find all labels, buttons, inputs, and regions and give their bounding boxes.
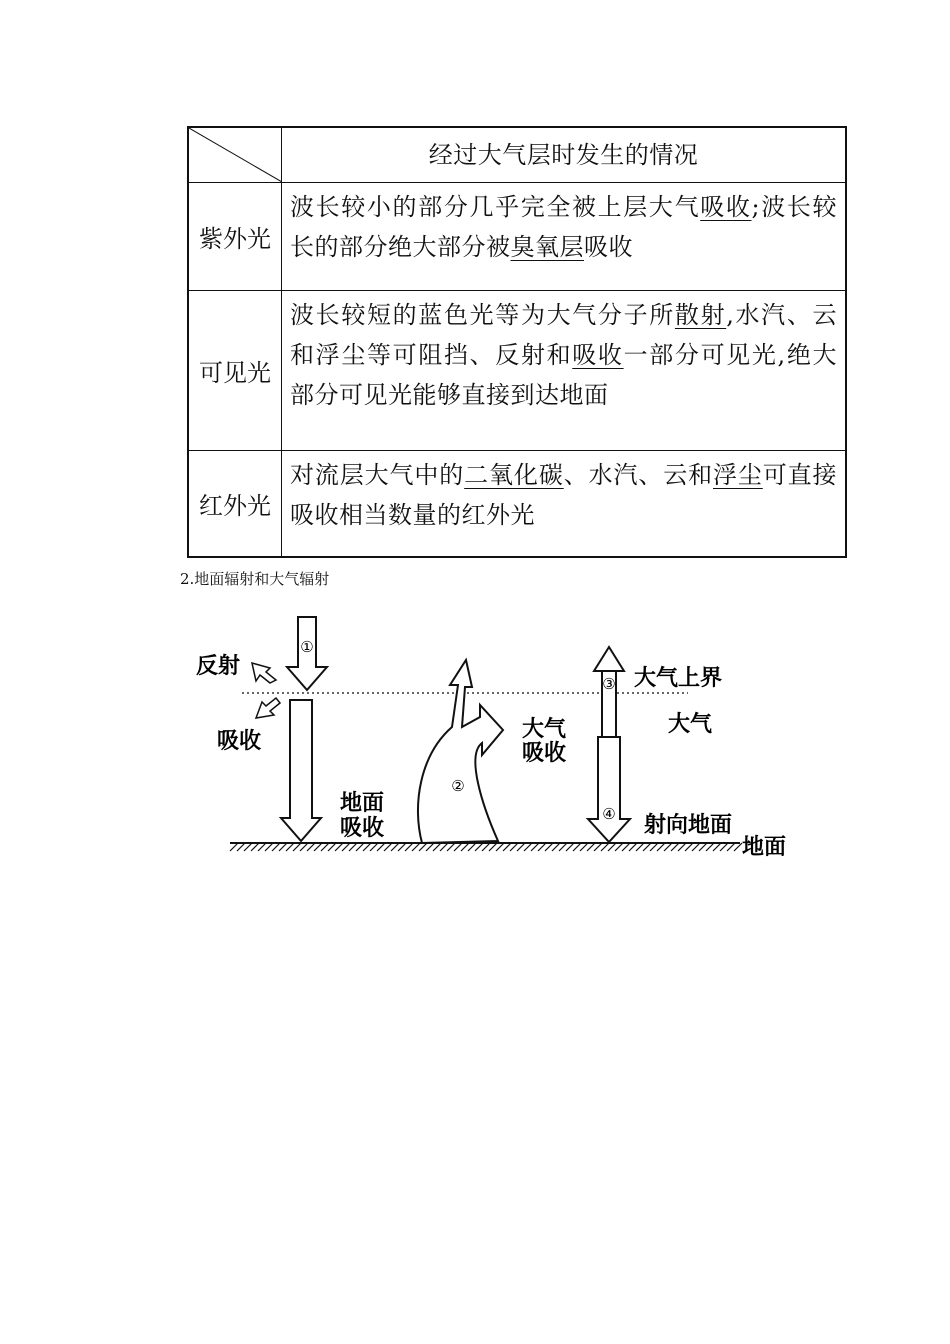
hatch-mark: [251, 843, 259, 851]
hatch-mark: [363, 843, 371, 851]
hatch-mark: [447, 843, 455, 851]
label-ground-absorb-1: 地面: [340, 791, 385, 816]
hatch-mark: [286, 843, 294, 851]
label-ground: 地面: [742, 835, 787, 860]
table-header-row: [189, 128, 845, 182]
ground-radiation-arrow: [418, 660, 503, 843]
hatch-mark: [713, 843, 721, 851]
hatch-mark: [664, 843, 672, 851]
text-segment: 可直接吸收相当数量的红外光: [290, 461, 838, 529]
hatch-mark: [678, 843, 686, 851]
hatch-mark: [559, 843, 567, 851]
row-label: 可见光: [189, 291, 282, 450]
upward-arrow-head: [594, 647, 624, 671]
hatch-mark: [461, 843, 469, 851]
text-segment: ,水汽、云和浮尘等可阻挡、反射和: [290, 301, 838, 369]
hatch-mark: [342, 843, 350, 851]
label-atmosphere: 大气: [668, 712, 713, 737]
hatch-mark: [587, 843, 595, 851]
hatch-mark: [412, 843, 420, 851]
hatch-mark: [496, 843, 504, 851]
absorb-arrow: [256, 698, 280, 718]
hatch-mark: [279, 843, 287, 851]
hatch-mark: [265, 843, 273, 851]
text-segment: 一部分可见光,绝大部分可见光能够直接到达地面: [290, 341, 838, 409]
hatch-mark: [391, 843, 399, 851]
hatch-mark: [314, 843, 322, 851]
text-segment: 波长较小的部分几乎完全被上层大气: [290, 193, 701, 221]
reflect-arrow: [252, 663, 276, 683]
header-cell: 经过大气层时发生的情况: [428, 141, 699, 169]
downward-arrow: [588, 737, 630, 842]
label-n2: ②: [451, 777, 465, 795]
hatch-mark: [258, 843, 266, 851]
hatch-mark: [307, 843, 315, 851]
hatch-mark: [552, 843, 560, 851]
table-row: [189, 182, 845, 290]
light-table: [187, 126, 847, 558]
hatch-mark: [468, 843, 476, 851]
header-corner-cell: [189, 128, 282, 182]
text-segment: 对流层大气中的: [290, 461, 465, 489]
hatch-mark: [426, 843, 434, 851]
hatch-mark: [657, 843, 665, 851]
label-upper-boundary: 大气上界: [634, 666, 723, 691]
hatch-mark: [433, 843, 441, 851]
hatch-mark: [517, 843, 525, 851]
row-label: 紫外光: [189, 183, 282, 290]
hatch-mark: [482, 843, 490, 851]
hatch-mark: [734, 843, 742, 851]
table-row: [189, 450, 845, 556]
hatch-mark: [629, 843, 637, 851]
label-toward-ground: 射向地面: [644, 813, 733, 838]
underlined-term: 吸收: [572, 341, 624, 369]
hatch-mark: [671, 843, 679, 851]
radiation-diagram: [190, 605, 810, 870]
underlined-term: 散射: [674, 301, 727, 329]
ground-absorb-arrow: [281, 700, 321, 841]
hatch-mark: [503, 843, 511, 851]
hatch-mark: [489, 843, 497, 851]
hatch-mark: [643, 843, 651, 851]
ground-hatching: [230, 843, 742, 851]
hatch-mark: [720, 843, 728, 851]
label-atm-absorb-2: 吸收: [522, 741, 567, 766]
hatch-mark: [545, 843, 553, 851]
label-atm-absorb-1: 大气: [522, 717, 567, 742]
hatch-mark: [727, 843, 735, 851]
hatch-mark: [524, 843, 532, 851]
hatch-mark: [377, 843, 385, 851]
hatch-mark: [349, 843, 357, 851]
label-n4: ④: [602, 805, 616, 823]
row-content: [282, 291, 845, 450]
hatch-mark: [692, 843, 700, 851]
underlined-term: 臭氧层: [510, 233, 584, 261]
hatch-mark: [615, 843, 623, 851]
hatch-mark: [244, 843, 252, 851]
hatch-mark: [601, 843, 609, 851]
text-segment: 吸收: [584, 233, 633, 261]
hatch-mark: [384, 843, 392, 851]
hatch-mark: [636, 843, 644, 851]
row-label: 红外光: [189, 451, 282, 556]
hatch-mark: [573, 843, 581, 851]
label-n1: ①: [300, 638, 314, 656]
hatch-mark: [685, 843, 693, 851]
underlined-term: 浮尘: [713, 461, 763, 489]
hatch-mark: [475, 843, 483, 851]
hatch-mark: [566, 843, 574, 851]
label-reflect: 反射: [196, 654, 241, 679]
hatch-mark: [300, 843, 308, 851]
hatch-mark: [706, 843, 714, 851]
hatch-mark: [398, 843, 406, 851]
hatch-mark: [454, 843, 462, 851]
row-content: [282, 451, 845, 556]
hatch-mark: [293, 843, 301, 851]
hatch-mark: [440, 843, 448, 851]
hatch-mark: [405, 843, 413, 851]
underlined-term: 吸收: [700, 193, 752, 221]
table-row: [189, 290, 845, 450]
hatch-mark: [650, 843, 658, 851]
hatch-mark: [531, 843, 539, 851]
hatch-mark: [237, 843, 245, 851]
label-n3: ③: [602, 675, 616, 693]
hatch-mark: [335, 843, 343, 851]
hatch-mark: [580, 843, 588, 851]
hatch-mark: [328, 843, 336, 851]
hatch-mark: [230, 843, 238, 851]
hatch-mark: [321, 843, 329, 851]
row-content: [282, 183, 845, 290]
section-title: 2.地面辐射和大气辐射: [180, 570, 330, 588]
diagonal-line: [189, 128, 282, 182]
hatch-mark: [510, 843, 518, 851]
hatch-mark: [272, 843, 280, 851]
hatch-mark: [608, 843, 616, 851]
label-ground-absorb-2: 吸收: [340, 816, 385, 841]
hatch-mark: [699, 843, 707, 851]
hatch-mark: [622, 843, 630, 851]
text-segment: ;波长较长的部分绝大部分被: [290, 193, 838, 261]
hatch-mark: [594, 843, 602, 851]
hatch-mark: [370, 843, 378, 851]
hatch-mark: [356, 843, 364, 851]
underlined-term: 二氧化碳: [464, 461, 564, 489]
label-absorb: 吸收: [217, 729, 262, 754]
text-segment: 、水汽、云和: [563, 461, 713, 489]
hatch-mark: [419, 843, 427, 851]
hatch-mark: [538, 843, 546, 851]
text-segment: 波长较短的蓝色光等为大气分子所: [290, 301, 675, 329]
